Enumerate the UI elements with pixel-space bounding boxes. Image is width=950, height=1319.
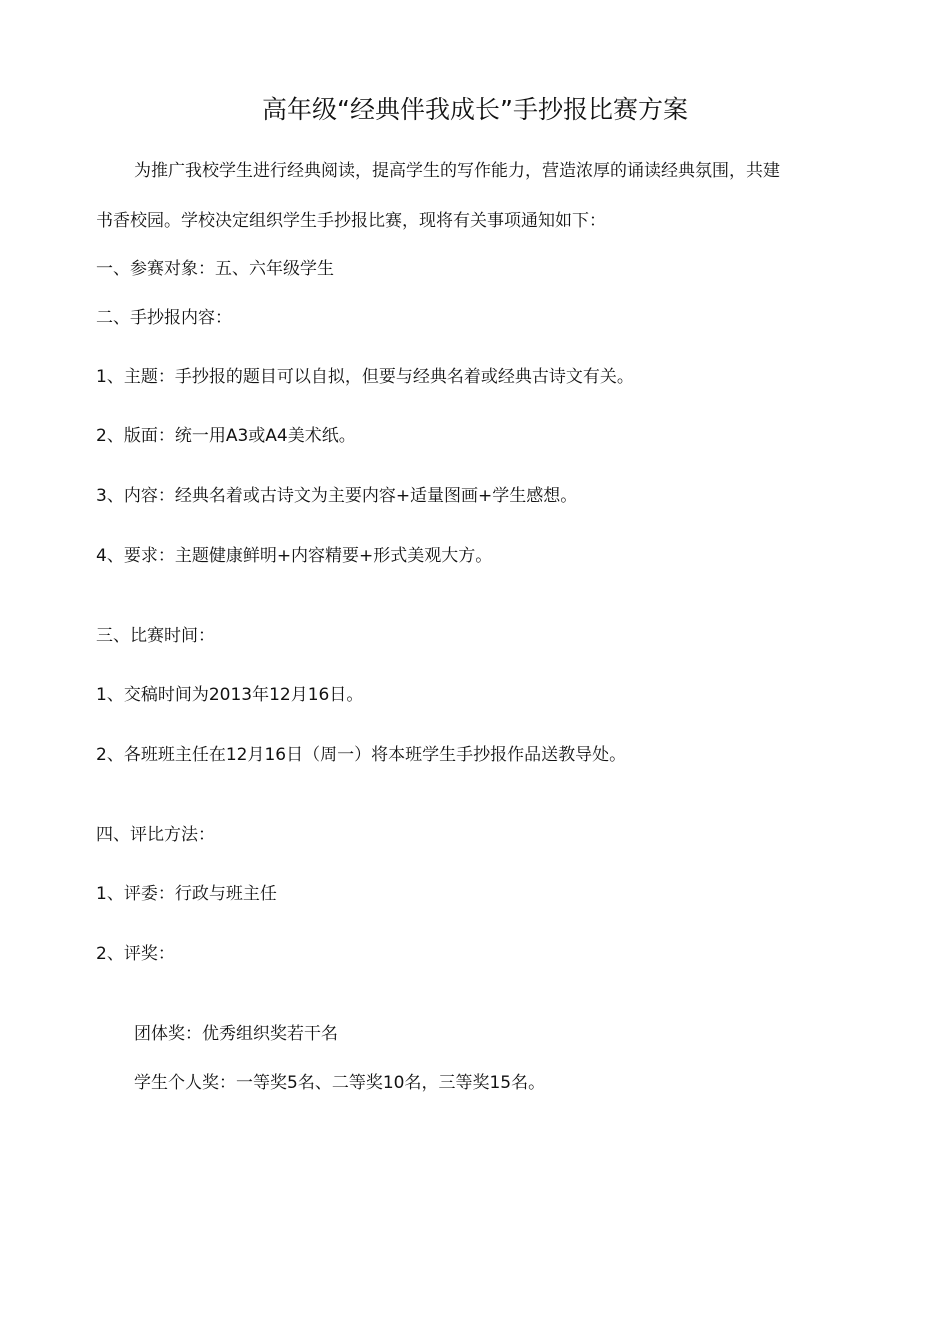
time-item-deadline: 1、交稿时间为2013年12月16日。 xyxy=(96,685,364,705)
content-item-requirements: 4、要求：主题健康鲜明+内容精要+形式美观大方。 xyxy=(96,546,493,566)
section-content-heading: 二、手抄报内容： xyxy=(96,308,232,328)
time-item-submission: 2、各班班主任在12月16日（周一）将本班学生手抄报作品送教导处。 xyxy=(96,745,627,765)
intro-paragraph-line-2: 书香校园。学校决定组织学生手抄报比赛，现将有关事项通知如下： xyxy=(96,211,606,231)
award-individual: 学生个人奖：一等奖5名、二等奖10名，三等奖15名。 xyxy=(134,1073,546,1093)
intro-paragraph-line-1: 为推广我校学生进行经典阅读，提高学生的写作能力，营造浓厚的诵读经典氛围，共建 xyxy=(134,161,780,181)
section-judging-heading: 四、评比方法： xyxy=(96,825,215,845)
content-item-content: 3、内容：经典名着或古诗文为主要内容+适量图画+学生感想。 xyxy=(96,486,578,506)
judging-item-awards: 2、评奖： xyxy=(96,944,175,964)
section-participants: 一、参赛对象：五、六年级学生 xyxy=(96,259,334,279)
award-team: 团体奖：优秀组织奖若干名 xyxy=(134,1024,338,1044)
content-item-theme: 1、主题：手抄报的题目可以自拟，但要与经典名着或经典古诗文有关。 xyxy=(96,367,634,387)
document-title: 高年级“经典伴我成长”手抄报比赛方案 xyxy=(262,95,688,124)
judging-item-judges: 1、评委：行政与班主任 xyxy=(96,884,277,904)
section-time-heading: 三、比赛时间： xyxy=(96,626,215,646)
content-item-layout: 2、版面：统一用A3或A4美术纸。 xyxy=(96,426,356,446)
